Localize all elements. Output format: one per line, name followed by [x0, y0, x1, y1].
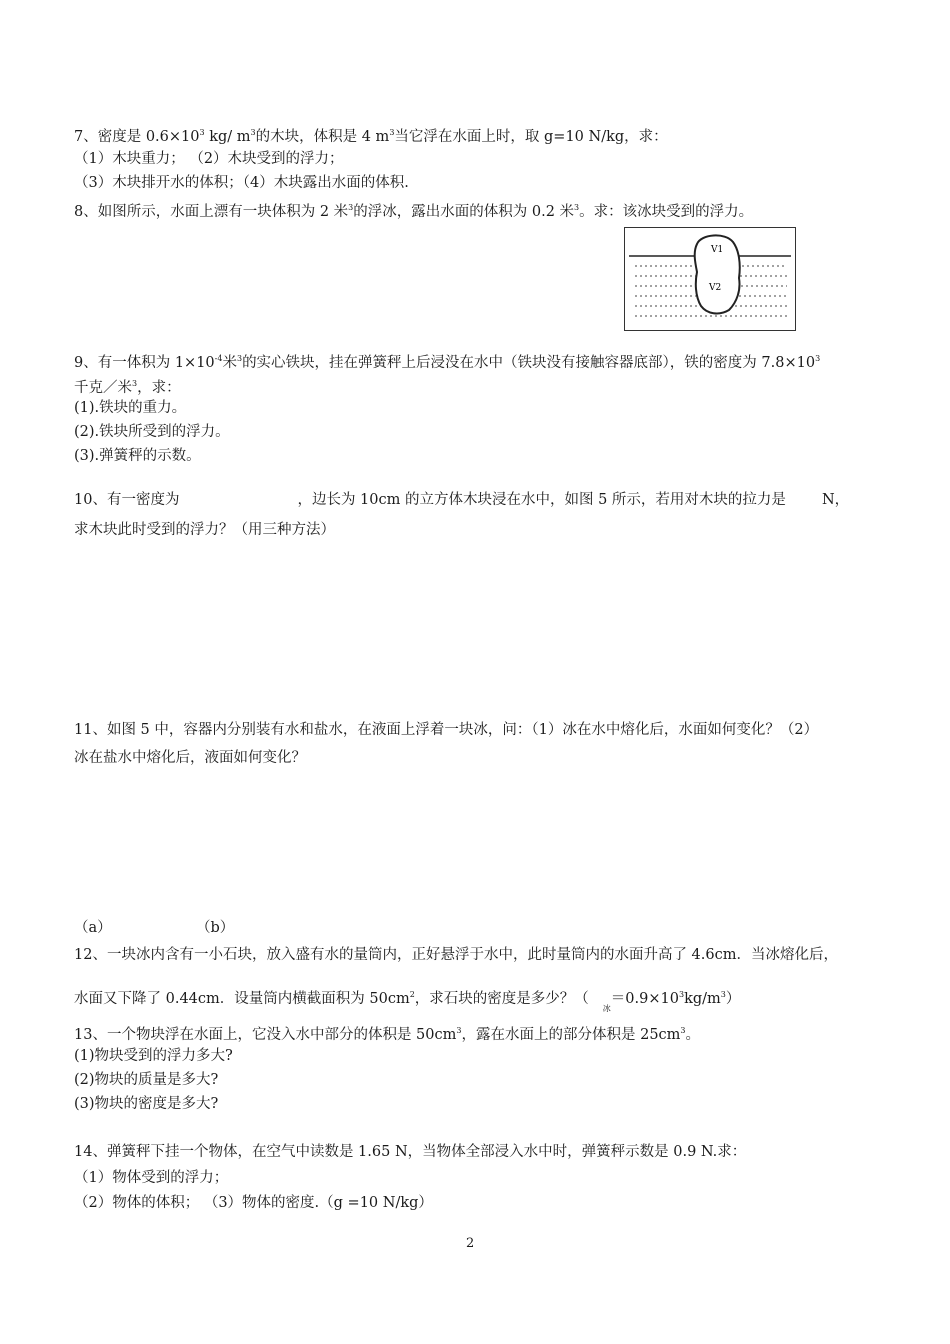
q10-text-a: 10、有一密度为 — [74, 492, 180, 508]
q12-line2 — [74, 985, 740, 1019]
label-v1: V1 — [711, 245, 724, 255]
q9-line3: (1).铁块的重力。 — [74, 400, 187, 416]
q7-sup-b: 3 — [250, 128, 256, 137]
page-number: 2 — [466, 1236, 475, 1251]
q7-sup-a: 3 — [199, 128, 205, 137]
q8-line1 — [74, 198, 753, 222]
iceberg-diagram — [625, 228, 795, 330]
q13-text-c: 。 — [685, 1027, 701, 1043]
q10-text-c: N， — [821, 492, 850, 508]
q13-text-b: ，露在水面上的部分体积是 25cm — [461, 1027, 681, 1043]
q9-text-c: 的实心铁块，挂在弹簧秤上后浸没在水中（铁块没有接触容器底部），铁的密度为 7.8×10 — [242, 355, 816, 371]
q10-line2: 求木块此时受到的浮力？（用三种方法） — [74, 522, 335, 538]
q9-line1 — [74, 349, 820, 373]
q9-sup-a: -4 — [214, 354, 223, 363]
q9-line5: (3).弹簧秤的示数。 — [74, 448, 201, 464]
iceberg-figure — [624, 227, 796, 331]
q7-sup-c: 3 — [389, 128, 395, 137]
q8-text-b: 的浮冰，露出水面的体积为 0.2 米 — [353, 204, 575, 220]
q10-line1 — [74, 490, 849, 510]
q13-line1 — [74, 1021, 700, 1045]
q14-line1: 14、弹簧秤下挂一个物体，在空气中读数是 1.65 N，当物体全部浸入水中时，弹簧秤示数是 0.9 N.求： — [74, 1144, 747, 1160]
q12-text-a: 水面又下降了 0.44cm．设量筒内横截面积为 50cm — [74, 991, 410, 1007]
q12-sub-ice: 冰 — [602, 1004, 611, 1013]
q11-label-b: （b） — [196, 920, 235, 936]
q9-line2 — [74, 374, 181, 398]
q12-text-e: ） — [725, 991, 741, 1007]
q13-line2: (1)物块受到的浮力多大? — [74, 1048, 233, 1064]
q10-text-b: ，边长为 10cm 的立方体木块浸在水中，如图 5 所示，若用对木块的拉力是 — [297, 492, 786, 508]
q7-line1 — [74, 123, 668, 147]
q9-line2-text-a: 千克／米 — [74, 380, 132, 396]
q13-line4: (3)物块的密度是多大? — [74, 1096, 219, 1112]
q12-sup-c: 3 — [720, 990, 726, 999]
q7-text-c: 的木块，体积是 4 m — [255, 129, 390, 145]
q12-sup-b: 3 — [678, 990, 685, 999]
q7-text-a: 7、密度是 0.6×10 — [74, 129, 200, 145]
q7-line2: （1）木块重力； （2）木块受到的浮力； — [74, 151, 344, 167]
q11-label-a: （a） — [74, 920, 112, 936]
q8-text-a: 8、如图所示，水面上漂有一块体积为 2 米 — [74, 204, 349, 220]
q14-line3: （2）物体的体积； （3）物体的密度.（g =10 N/kg） — [74, 1195, 433, 1211]
q13-line3: (2)物块的质量是多大? — [74, 1072, 219, 1088]
q7-text-d: 当它浮在水面上时，取 g=10 N/kg，求： — [394, 129, 668, 145]
q7-text-b: kg/ m — [204, 129, 251, 145]
q12-text-b: ，求石块的密度是多少？（ — [414, 991, 589, 1007]
q9-sup-b: 3 — [236, 354, 243, 363]
q9-text-a: 9、有一体积为 1×10 — [74, 355, 215, 371]
q11-line1: 11、如图 5 中，容器内分别装有水和盐水，在液面上浮着一块冰，问：（1）冰在水中熔化后，水面如何变化？（2） — [74, 722, 819, 738]
label-v2: V2 — [709, 283, 722, 293]
q13-sup-b: 3 — [680, 1026, 686, 1035]
q8-sup-b: 3 — [574, 203, 580, 212]
q8-text-c: 。求：该冰块受到的浮力。 — [579, 204, 754, 220]
q11-line2: 冰在盐水中熔化后，液面如何变化？ — [74, 750, 306, 766]
q9-line4: (2).铁块所受到的浮力。 — [74, 424, 230, 440]
q9-line2-text-b: ，求： — [137, 380, 181, 396]
q12-text-d: kg/m — [684, 991, 721, 1007]
q14-line2: （1）物体受到的浮力； — [74, 1170, 229, 1186]
q12-sup-a: 2 — [409, 990, 415, 999]
q13-text-a: 13、一个物块浮在水面上，它没入水中部分的体积是 50cm — [74, 1027, 457, 1043]
q9-sup-c: 3 — [815, 354, 821, 363]
q12-text-c: ＝0.9×10 — [610, 991, 679, 1007]
q8-sup-a: 3 — [348, 203, 354, 212]
q7-line3: （3）木块排开水的体积；（4）木块露出水面的体积. — [74, 175, 409, 191]
q9-text-b: 米 — [222, 355, 237, 371]
q9-line2-sup: 3 — [132, 379, 138, 388]
q12-line1: 12、一块冰内含有一小石块，放入盛有水的量筒内，正好悬浮于水中，此时量筒内的水面升高了 4.6cm．当冰熔化后， — [74, 947, 838, 963]
q13-sup-a: 3 — [456, 1026, 462, 1035]
